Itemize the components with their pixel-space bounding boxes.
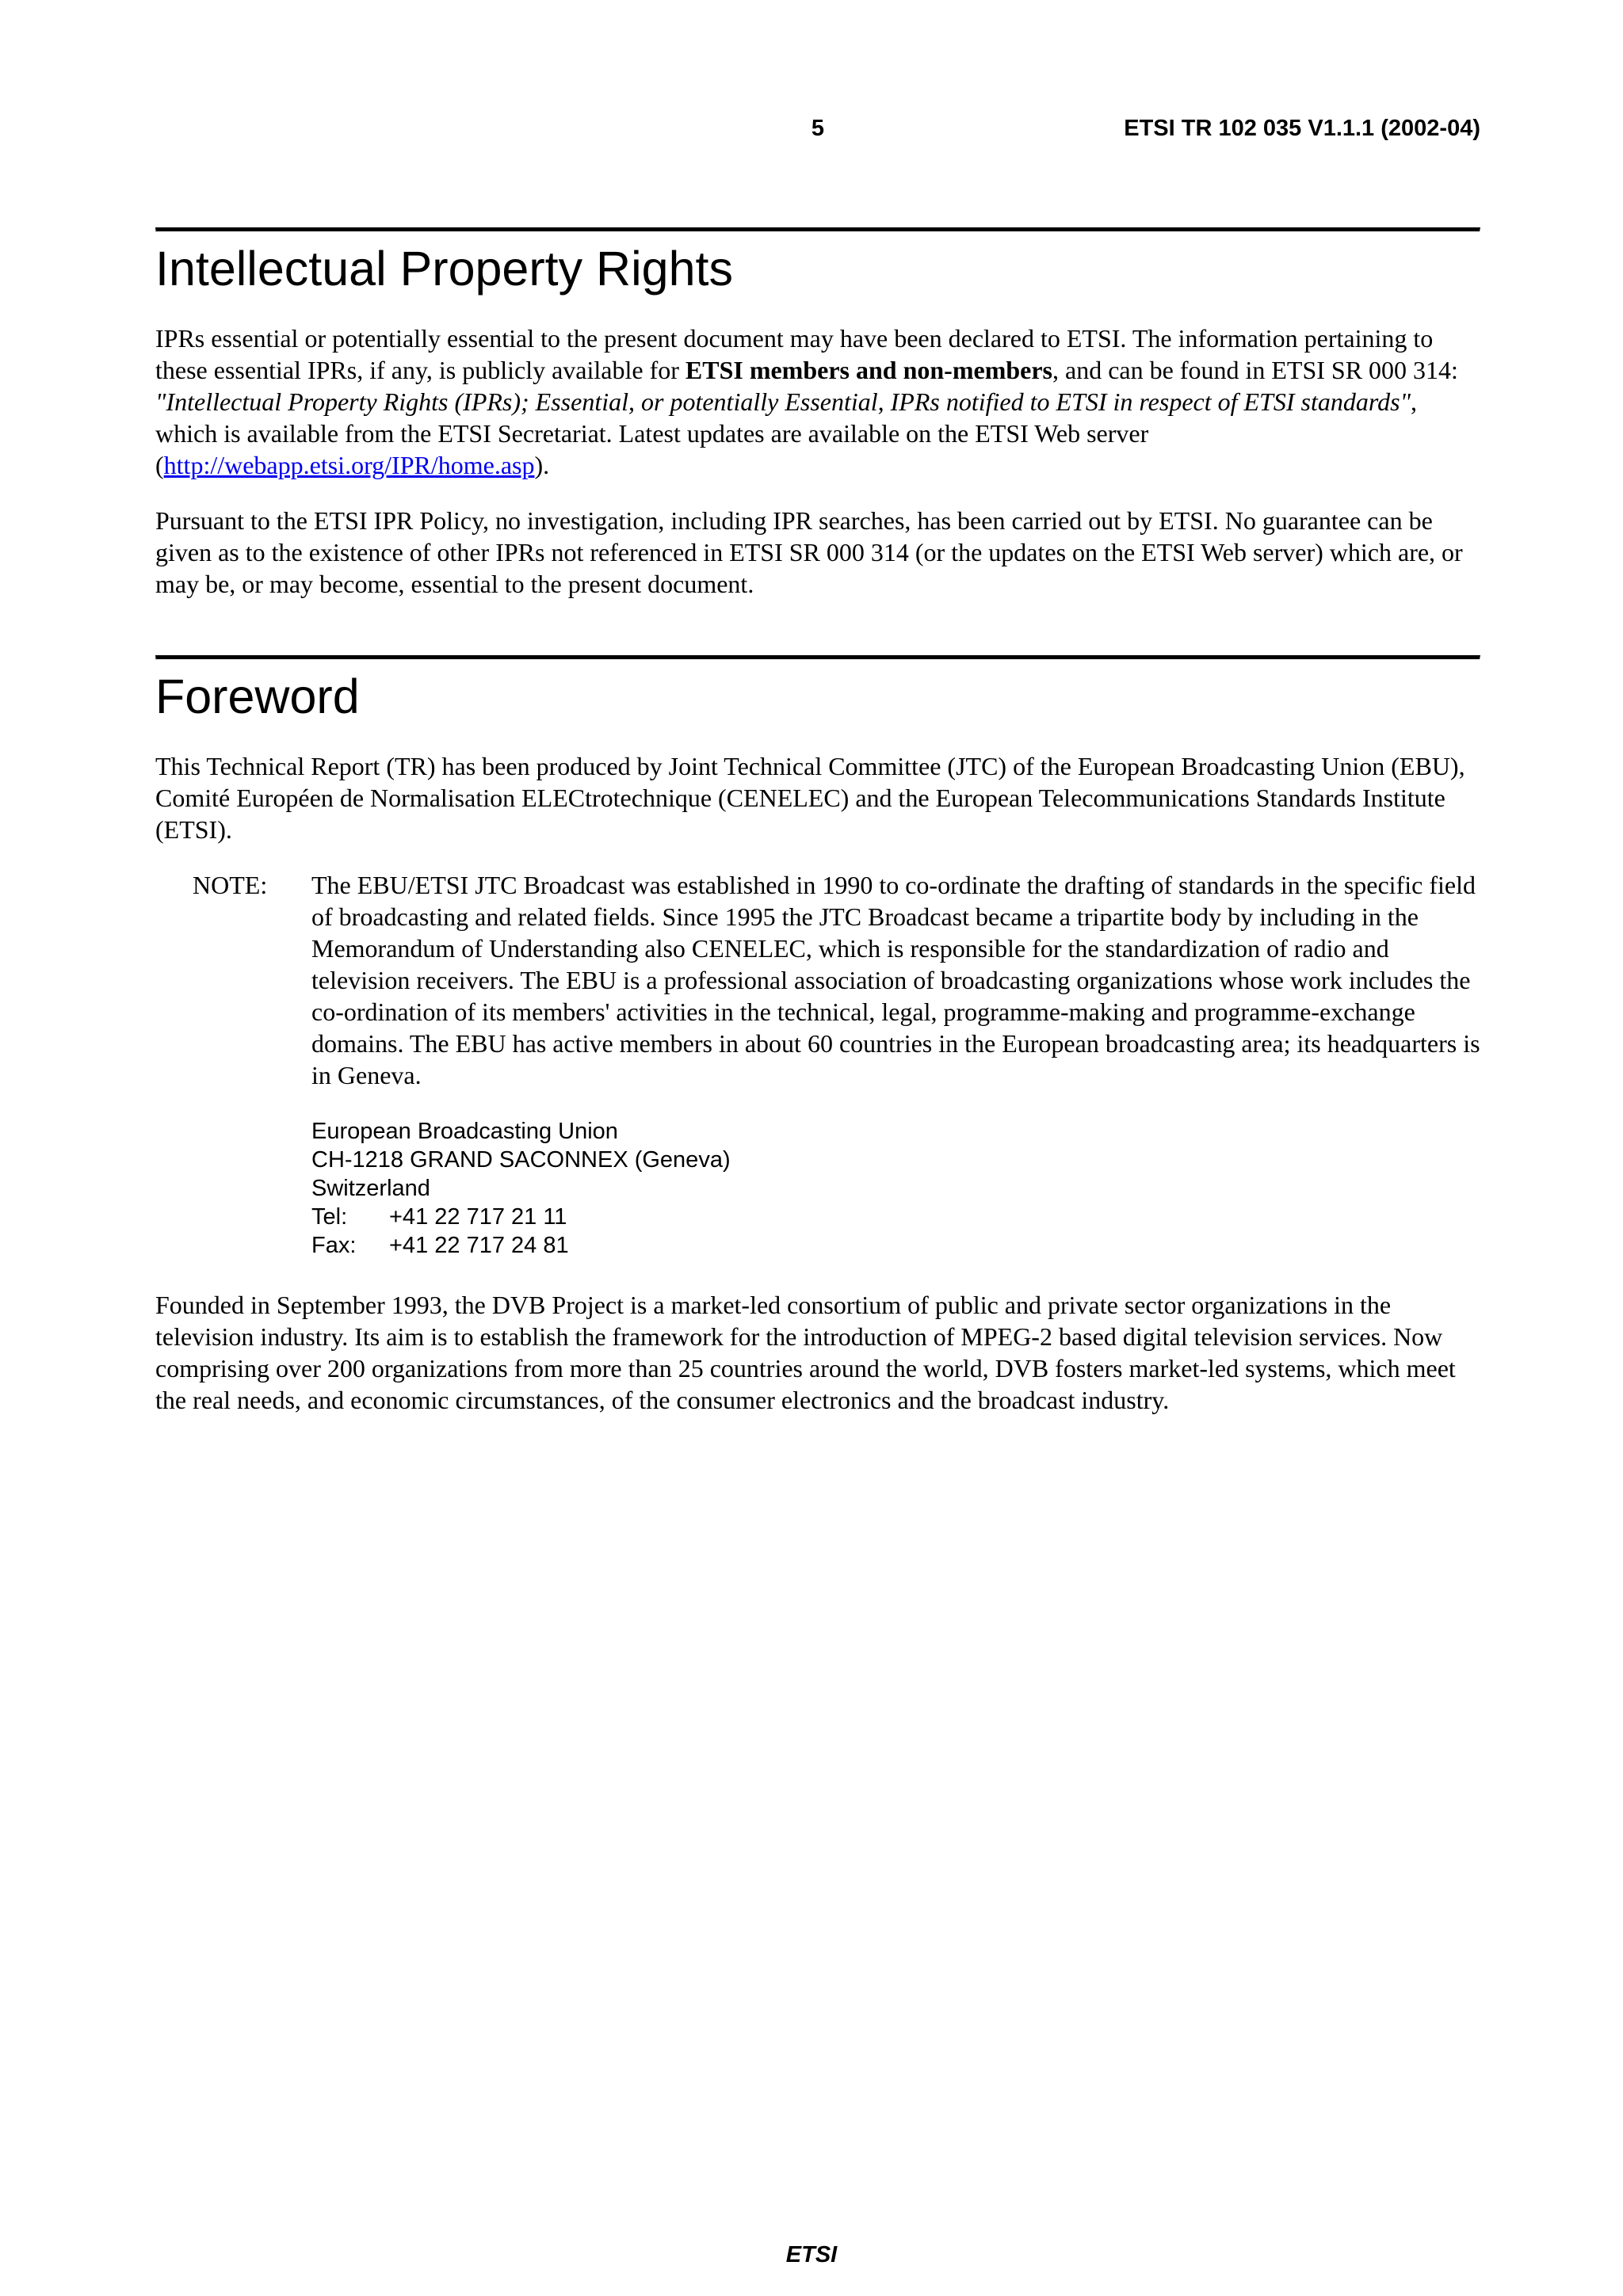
address-country: Switzerland [311, 1176, 430, 1201]
fax-label: Fax: [311, 1233, 357, 1258]
ipr-section [155, 227, 1480, 296]
foreword-section [155, 655, 1480, 723]
ipr-p1-text-2: , and can be found in ETSI SR 000 314: [1052, 356, 1458, 384]
note-label: NOTE: [193, 871, 268, 899]
ebu-address [311, 1117, 731, 1260]
page-footer: ETSI [785, 2242, 838, 2267]
ipr-p1-bold: ETSI members and non-members [685, 356, 1052, 384]
foreword-section-rule [155, 655, 1480, 660]
address-street: CH-1218 GRAND SACONNEX (Geneva) [311, 1147, 731, 1173]
page-header [155, 116, 1480, 147]
foreword-section-title: Foreword [155, 669, 360, 723]
foreword-paragraph-1: This Technical Report (TR) has been produced by Joint Technical Committee (JTC) of the European Broadcasting Union (EBU), Comité Européen de Normalisation ELECtrotechnique (CENELEC) and the European Telecommunications Standards Institute (ETSI). [155, 752, 1465, 844]
ipr-p1-text-1: IPRs essential or potentially essential to the present document may have been declared to ETSI. The information pertaining to these essential IPRs, if any, is publicly available for [155, 324, 1434, 384]
ipr-section-title: Intellectual Property Rights [155, 242, 733, 296]
note-text: The EBU/ETSI JTC Broadcast was established in 1990 to co-ordinate the drafting of standards in the specific field of broadcasting and related fields. Since 1995 the JTC Broadcast became a tripartite body by including in the Memorandum of Understanding also CENELEC, which is responsible for the standardization of radio and television receivers. The EBU is a professional association of broadcasting organizations whose work includes the co-ordination of its members' activities in the technical, legal, programme-making and programme-exchange domains. The EBU has active members in about 60 countries in the European broadcasting area; its headquarters is in Geneva. [311, 871, 1480, 1089]
document-id: ETSI TR 102 035 V1.1.1 (2002-04) [1124, 116, 1480, 141]
fax-number: +41 22 717 24 81 [389, 1233, 569, 1258]
address-tel-row [311, 1203, 731, 1231]
ipr-p1-italic: "Intellectual Property Rights (IPRs); Essential, or potentially Essential, IPRs notified to ETSI in respect of ETSI standards" [155, 387, 1411, 416]
tel-number: +41 22 717 21 11 [389, 1204, 567, 1230]
ipr-section-rule [155, 227, 1480, 232]
address-fax-row [311, 1231, 731, 1260]
tel-label: Tel: [311, 1204, 348, 1230]
ipr-paragraph-2: Pursuant to the ETSI IPR Policy, no investigation, including IPR searches, has been carried out by ETSI. No guarantee can be given as to the existence of other IPRs not referenced in ETSI SR 000 314 (or the updates on the ETSI Web server) which are, or may be, or may become, essential to the present document. [155, 506, 1463, 598]
ipr-paragraph-1 [155, 322, 1480, 481]
ipr-link[interactable]: http://webapp.etsi.org/IPR/home.asp [163, 451, 535, 479]
page-number: 5 [811, 116, 825, 141]
address-name: European Broadcasting Union [311, 1119, 618, 1144]
ipr-p1-text-3: , which is available from the ETSI Secretariat. Latest updates are available on the ETSI Web server ( [155, 387, 1417, 479]
ipr-p1-text-4: ). [534, 451, 550, 479]
foreword-paragraph-2: Founded in September 1993, the DVB Project is a market-led consortium of public and private sector organizations in the television industry. Its aim is to establish the framework for the introduction of MPEG-2 based digital television services. Now comprising over 200 organizations from more than 25 countries around the world, DVB fosters market-led systems, which meet the real needs, and economic circumstances, of the consumer electronics and the broadcast industry. [155, 1291, 1456, 1414]
